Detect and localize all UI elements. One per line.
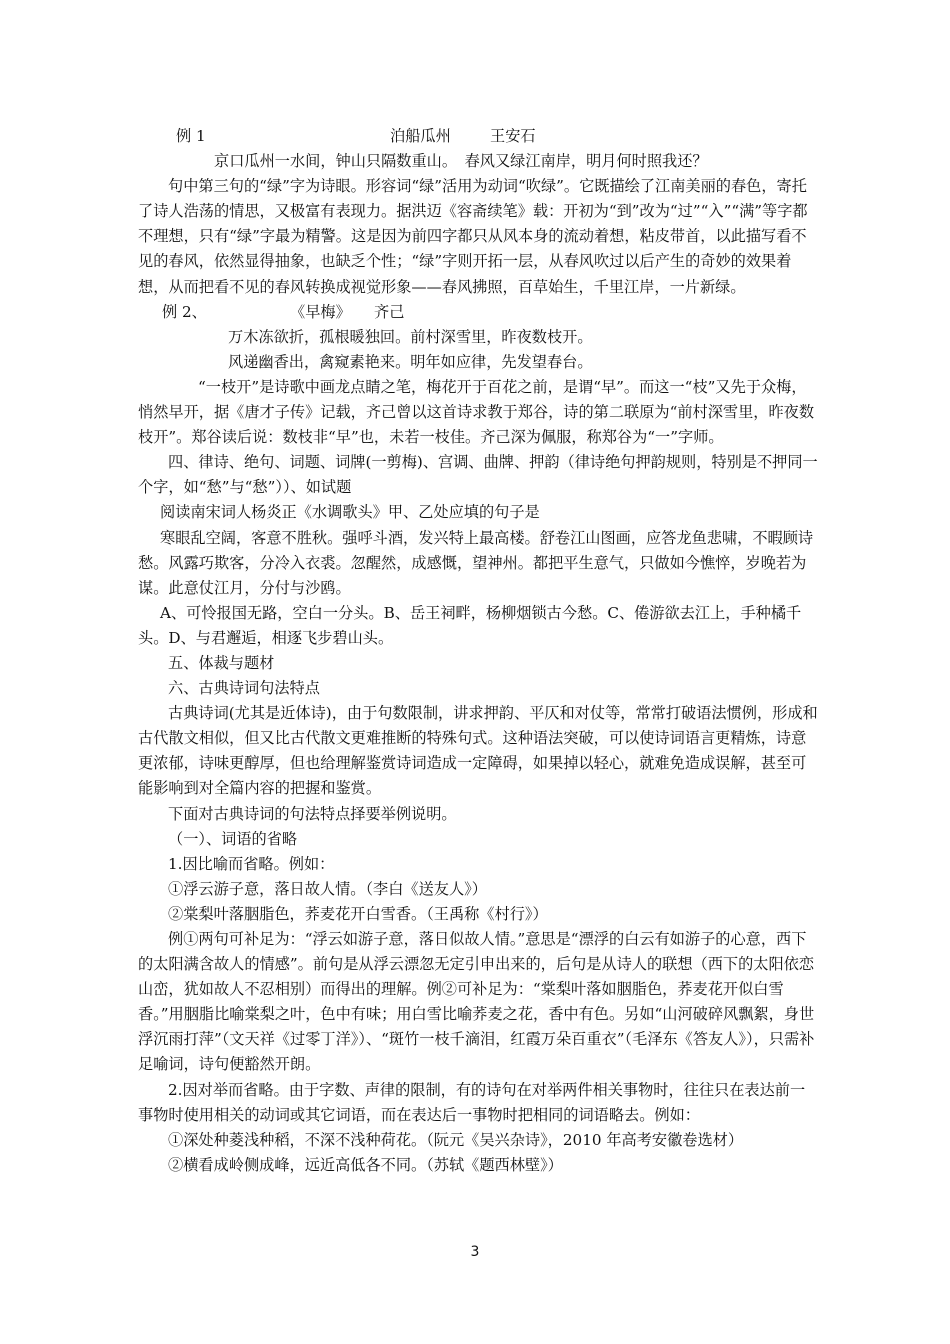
section-6-paragraph-1: 古典诗词(尤其是近体诗)，由于句数限制，讲求押韵、平仄和对仗等，常常打破语法惯例，形成和古代散文相似，但又比古代散文更难推断的特殊句式。这种语法突破，可以使诗词语言更精炼，诗意更浓郁，诗味更醇厚，但也给理解鉴赏诗词造成一定障碍，如果掉以轻心，就难免造成误解，甚至可能影响到对全篇内容的把握和鉴赏。 bbox=[138, 704, 818, 798]
example-2-poem-line-2: 风递幽香出，禽窥素艳来。明年如应律，先发望春台。 bbox=[228, 352, 593, 371]
section-4-heading: 四、律诗、绝句、词题、词牌(一剪梅)、宫调、曲牌、押韵（律诗绝句押韵规则，特别是不押同一个字，如“愁”与“愁”））、如试题 bbox=[138, 453, 818, 497]
item-1-title: 1.因比喻而省略。例如： bbox=[168, 854, 335, 873]
item-1-example-1: ①浮云游子意，落日故人情。（李白《送友人》） bbox=[168, 879, 487, 898]
example-1-label: 例 1 bbox=[176, 127, 206, 145]
example-1-heading bbox=[138, 124, 818, 149]
example-1-title: 泊船瓜州 bbox=[390, 127, 451, 145]
section-4-question: 阅读南宋词人杨炎正《水调歌头》甲、乙处应填的句子是 bbox=[160, 503, 540, 522]
item-1-analysis: 例①两句可补足为：“浮云如游子意，落日似故人情。”意思是“漂浮的白云有如游子的心意，西下的太阳满含故人的情感”。前句是从浮云漂忽无定引申出来的，后句是从诗人的联想（西下的太阳依恋山峦，犹如故人不忍相别）而得出的理解。例②可补足为：“棠梨叶落如胭脂色，荞麦花开似白雪香。”用胭脂比喻棠梨之叶，色中有味；用白雪比喻荞麦之花，香中有色。另如“山河破碎风飘絮，身世浮沉雨打萍”（文天祥《过零丁洋》）、“斑竹一枝千滴泪，红霞万朵百重衣”（毛泽东《答友人》），只需补足喻词，诗句便豁然开朗。 bbox=[138, 930, 815, 1074]
example-2-analysis: “一枝开”是诗歌中画龙点睛之笔，梅花开于百花之前，是谓“早”。而这一“枝”又先于众梅，悄然早开，据《唐才子传》记载，齐己曾以这首诗求教于郑谷，诗的第二联原为“前村深雪里，昨夜数枝开”。郑谷读后说：数枝非“早”也，未若一枝佳。齐己深为佩服，称郑谷为“一”字师。 bbox=[138, 377, 815, 447]
example-2-poem-line-1: 万木冻欲折，孤根暖独回。前村深雪里，昨夜数枝开。 bbox=[228, 327, 593, 346]
section-4-options: A、可怜报国无路，空白一分头。B、岳王祠畔，杨柳烟锁古今愁。C、倦游欲去江上，手种橘千头。D、与君邂逅，相逐飞步碧山头。 bbox=[138, 603, 802, 647]
example-1-poem: 京口瓜州一水间，钟山只隔数重山。 春风又绿江南岸，明月何时照我还？ bbox=[214, 152, 708, 171]
example-2-heading bbox=[138, 300, 818, 325]
example-2-title: 《早梅》 bbox=[290, 302, 351, 321]
subsection-1-heading: （一）、词语的省略 bbox=[168, 829, 298, 848]
section-4-poem: 寒眼乱空阔，客意不胜秋。强呼斗酒，发兴特上最高楼。舒卷江山图画，应答龙鱼悲啸，不暇顾诗愁。风露巧欺客，分冷入衣裘。忽醒然，成感慨，望神州。都把平生意气，只做如今憔悴，岁晚若为谋。此意仗江月，分付与沙鸥。 bbox=[138, 528, 814, 597]
item-2-example-2: ②横看成岭侧成峰，远近高低各不同。（苏轼《题西林壁》） bbox=[168, 1155, 563, 1174]
example-2-author: 齐己 bbox=[374, 302, 405, 321]
item-2-paragraph: 2.因对举而省略。由于字数、声律的限制，有的诗句在对举两件相关事物时，往往只在表达前一事物时使用相关的动词或其它词语，而在表达后一事物时把相同的词语略去。例如： bbox=[138, 1080, 806, 1124]
page-content bbox=[138, 124, 818, 1178]
section-6-heading: 六、古典诗词句法特点 bbox=[168, 679, 320, 698]
item-2-example-1: ①深处种菱浅种稻，不深不浅种荷花。（阮元《吴兴杂诗》，2010 年高考安徽卷选材） bbox=[168, 1130, 744, 1149]
item-1-example-2: ②棠梨叶落胭脂色，荞麦花开白雪香。（王禹称《村行》） bbox=[168, 904, 548, 923]
example-1-author: 王安石 bbox=[490, 127, 536, 145]
example-1-analysis: 句中第三句的“绿”字为诗眼。形容词“绿”活用为动词“吹绿”。它既描绘了江南美丽的春色，寄托了诗人浩荡的情思，又极富有表现力。据洪迈《容斋续笔》载：开初为“到”改为“过”“入”“满”等字都不理想，只有“绿”字最为精警。这是因为前四字都只从风本身的流动着想，粘皮带首，以此描写看不见的春风，依然显得抽象，也缺乏个性；“绿”字则开拓一层，从春风吹过以后产生的奇妙的效果着想，从而把看不见的春风转换成视觉形象——春风拂照，百草始生，千里江岸，一片新绿。 bbox=[138, 177, 808, 296]
section-5-heading: 五、体裁与题材 bbox=[168, 653, 275, 672]
page-number: 3 bbox=[470, 1244, 480, 1260]
section-6-paragraph-2: 下面对古典诗词的句法特点择要举例说明。 bbox=[168, 804, 457, 823]
example-2-label: 例 2、 bbox=[162, 302, 207, 321]
